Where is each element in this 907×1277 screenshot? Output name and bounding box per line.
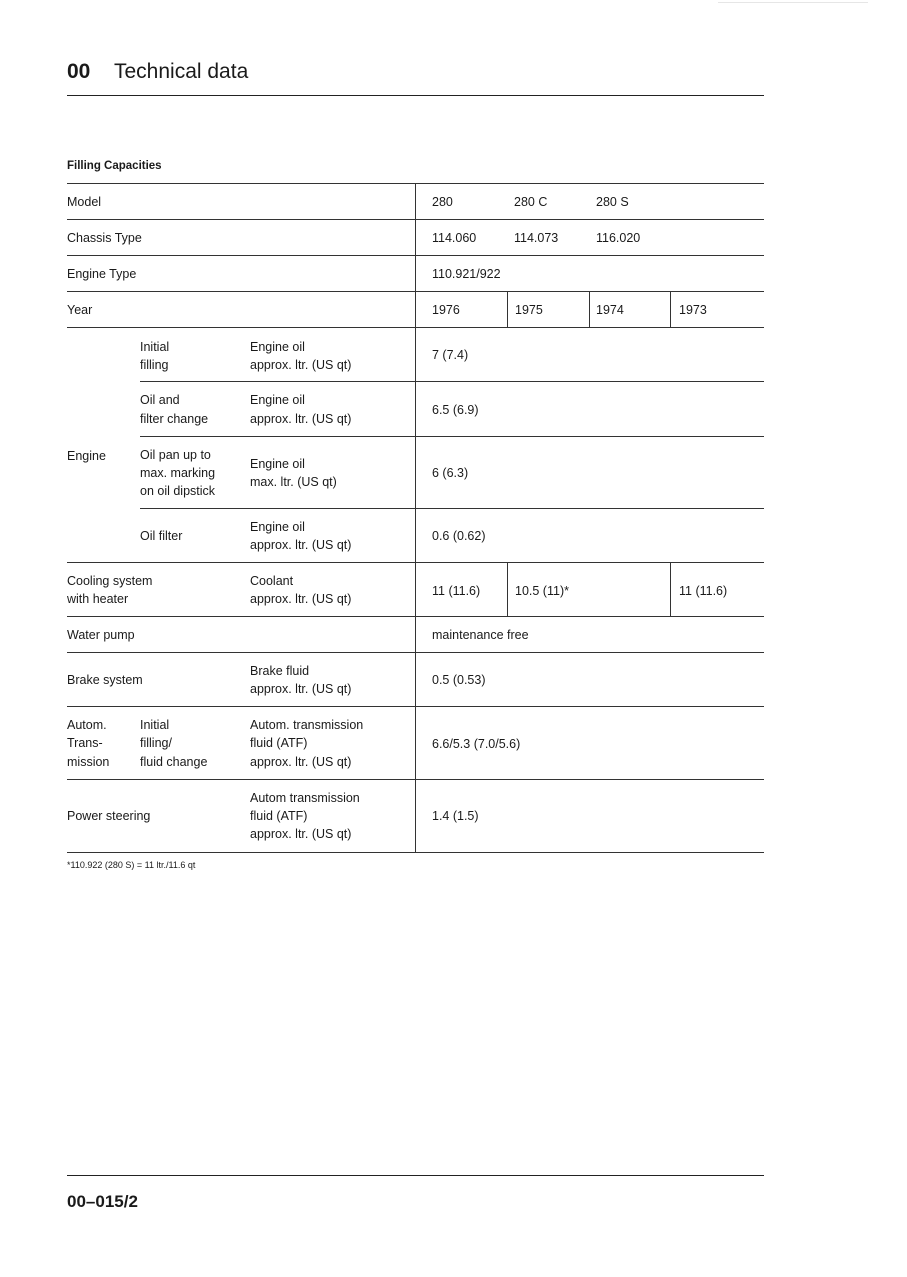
fluid-unit: approx. ltr. (US qt) xyxy=(250,358,352,372)
year-divider xyxy=(507,291,508,327)
capacity-value: 6.6/5.3 (7.0/5.6) xyxy=(432,737,521,751)
row-label-power-steering: Power steering xyxy=(67,809,151,823)
year-divider xyxy=(670,291,671,327)
capacity-value: 11 (11.6) xyxy=(679,584,728,598)
row-label-model: Model xyxy=(67,195,102,209)
footer-rule xyxy=(67,1175,764,1176)
page-number: 00–015/2 xyxy=(67,1192,138,1211)
table-border-bottom xyxy=(67,852,764,853)
column-divider xyxy=(415,183,416,852)
row-label-auto-trans: Trans- xyxy=(67,736,103,750)
fluid-label: fluid (ATF) xyxy=(250,736,308,750)
fluid-unit: approx. ltr. (US qt) xyxy=(250,412,352,426)
model-value: 280 C xyxy=(514,195,548,209)
fluid-unit: max. ltr. (US qt) xyxy=(250,475,337,489)
auto-trans-sub-label: Initial xyxy=(140,718,170,732)
chassis-value: 116.020 xyxy=(596,231,641,245)
scan-artifact xyxy=(718,2,868,3)
row-group-engine: Engine xyxy=(67,449,106,463)
fluid-label: Autom. transmission xyxy=(250,718,364,732)
row-label-chassis: Chassis Type xyxy=(67,231,142,245)
fluid-label: Engine oil xyxy=(250,457,305,471)
engine-sub-label: Oil and xyxy=(140,393,180,407)
chassis-value: 114.060 xyxy=(432,231,477,245)
capacity-value: 6.5 (6.9) xyxy=(432,403,479,417)
row-divider xyxy=(140,381,764,382)
row-label-cooling: with heater xyxy=(67,592,129,606)
auto-trans-sub-label: fluid change xyxy=(140,755,208,769)
engine-sub-label: max. marking xyxy=(140,466,216,480)
capacity-value: 11 (11.6) xyxy=(432,584,481,598)
engine-sub-label: Oil filter xyxy=(140,529,183,543)
fluid-unit: approx. ltr. (US qt) xyxy=(250,755,352,769)
engine-sub-label: Oil pan up to xyxy=(140,448,211,462)
engine-sub-label: on oil dipstick xyxy=(140,484,216,498)
year-value: 1974 xyxy=(596,303,624,317)
fluid-label: Autom transmission xyxy=(250,791,360,805)
fluid-label: fluid (ATF) xyxy=(250,809,308,823)
cooling-divider xyxy=(507,562,508,616)
capacity-value: maintenance free xyxy=(432,628,529,642)
fluid-label: Coolant xyxy=(250,574,294,588)
fluid-label: Engine oil xyxy=(250,393,305,407)
engine-sub-label: Initial xyxy=(140,340,170,354)
row-label-brake: Brake system xyxy=(67,673,143,687)
fluid-unit: approx. ltr. (US qt) xyxy=(250,538,352,552)
section-number: 00 xyxy=(67,60,91,83)
cooling-divider xyxy=(670,562,671,616)
year-value: 1973 xyxy=(679,303,707,317)
capacity-value: 1.4 (1.5) xyxy=(432,809,479,823)
row-label-year: Year xyxy=(67,303,93,317)
capacity-value: 7 (7.4) xyxy=(432,348,469,362)
row-divider xyxy=(140,508,764,509)
engine-sub-label: filter change xyxy=(140,412,209,426)
row-label-auto-trans: mission xyxy=(67,755,110,769)
year-value: 1975 xyxy=(515,303,543,317)
page-title: Technical data xyxy=(114,60,249,83)
footnote: *110.922 (280 S) = 11 ltr./11.6 qt xyxy=(67,860,196,870)
capacity-value: 0.6 (0.62) xyxy=(432,529,486,543)
row-label-cooling: Cooling system xyxy=(67,574,153,588)
engine-type-value: 110.921/922 xyxy=(432,267,501,281)
year-divider xyxy=(589,291,590,327)
fluid-label: Engine oil xyxy=(250,520,305,534)
row-label-engine-type: Engine Type xyxy=(67,267,137,281)
year-value: 1976 xyxy=(432,303,460,317)
fluid-unit: approx. ltr. (US qt) xyxy=(250,592,352,606)
fluid-label: Engine oil xyxy=(250,340,305,354)
fluid-unit: approx. ltr. (US qt) xyxy=(250,827,352,841)
row-label-auto-trans: Autom. xyxy=(67,718,107,732)
model-value: 280 S xyxy=(596,195,629,209)
capacity-value: 0.5 (0.53) xyxy=(432,673,486,687)
row-label-water-pump: Water pump xyxy=(67,628,135,642)
chassis-value: 114.073 xyxy=(514,231,559,245)
fluid-label: Brake fluid xyxy=(250,664,310,678)
capacity-value: 6 (6.3) xyxy=(432,466,469,480)
model-value: 280 xyxy=(432,195,453,209)
capacity-value: 10.5 (11)* xyxy=(515,584,569,598)
fluid-unit: approx. ltr. (US qt) xyxy=(250,682,352,696)
engine-sub-label: filling xyxy=(140,358,169,372)
row-divider xyxy=(140,436,764,437)
header-rule xyxy=(67,95,764,96)
section-title: Filling Capacities xyxy=(67,160,162,172)
auto-trans-sub-label: filling/ xyxy=(140,736,172,750)
